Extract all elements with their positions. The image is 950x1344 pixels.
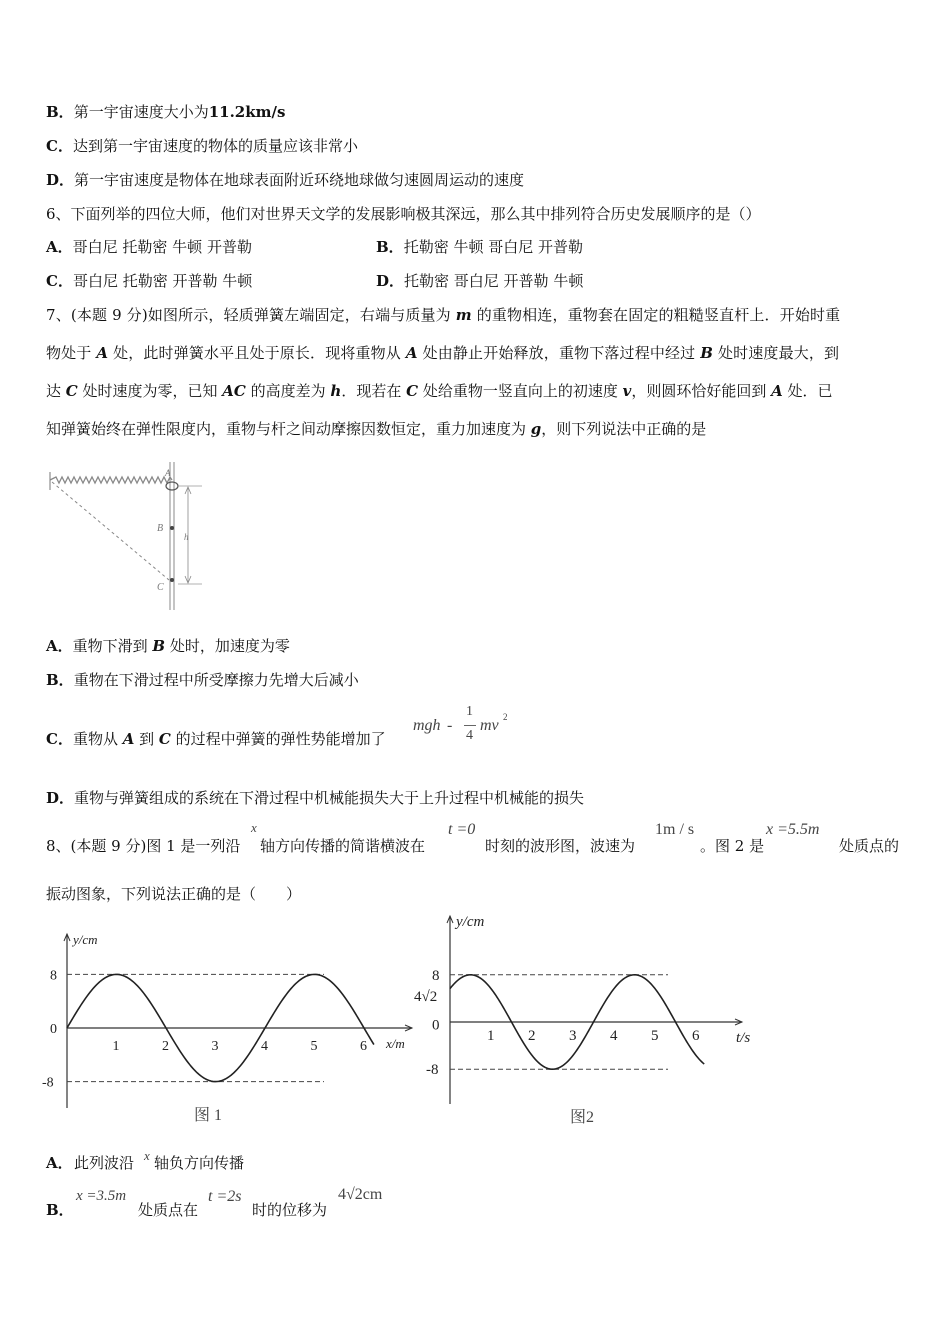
x-tick-label: 1: [487, 1028, 495, 1044]
formula-t0: t =0: [448, 821, 476, 838]
option-label: A．: [46, 238, 73, 256]
text: 的重物相连，重物套在固定的粗糙竖直杆上．开始时重: [471, 306, 841, 324]
q7-option-d: [46, 788, 584, 808]
var-b: B: [700, 344, 714, 362]
q7-option-a: [46, 636, 290, 656]
q6-option-d: [376, 271, 583, 291]
figure-title: 图 1: [194, 1107, 223, 1124]
y-tick-label: 8: [432, 967, 440, 984]
option-text: 哥白尼 托勒密 开普勒 牛顿: [72, 272, 253, 290]
text: 。图 2 是: [700, 837, 765, 855]
var-c: C: [406, 382, 419, 400]
q7-option-b: [46, 670, 359, 690]
q5-option-b: [46, 102, 285, 122]
x-tick-label: 5: [651, 1028, 659, 1044]
option-label: A．: [46, 1154, 73, 1172]
x-tick-label: 4: [610, 1028, 618, 1044]
option-text: 达到第一宇宙速度的物体的质量应该非常小: [72, 137, 358, 155]
option-label: D．: [376, 272, 405, 290]
var-a: A: [405, 344, 418, 362]
var-x: x: [251, 820, 257, 835]
option-label: C．: [46, 137, 73, 155]
q6-option-c: [46, 271, 252, 291]
option-label: B．: [376, 238, 404, 256]
option-label: D．: [46, 171, 75, 189]
text: 知弹簧始终在弹性限度内，重物与杆之间动摩擦因数恒定，重力加速度为: [46, 420, 531, 438]
q5-option-c: [46, 136, 358, 156]
x-axis-label: x/m: [386, 1036, 405, 1051]
option-label: D．: [46, 789, 75, 807]
option-text: 第一宇宙速度大小为: [73, 103, 209, 121]
figure-title: 图2: [570, 1109, 595, 1126]
q6-stem: 6、下面列举的四位大师，他们对世界天文学的发展影响极其深远，那么其中排列符合历史发展顺序的是（）: [46, 205, 761, 223]
y-tick-label: -8: [42, 1075, 54, 1091]
x-tick-label: 3: [211, 1039, 219, 1054]
q7-spring-figure: [44, 458, 214, 614]
x-tick-label: 6: [692, 1028, 700, 1044]
y-axis-label: y/cm: [456, 914, 485, 930]
q5-option-d: [46, 170, 524, 190]
formula-mv: mv: [480, 717, 499, 734]
q8-stem-line-2: 振动图象，下列说法正确的是（ ）: [46, 885, 302, 903]
option-text: 哥白尼 托勒密 牛顿 开普勒: [72, 238, 252, 256]
option-label: C．: [46, 272, 73, 290]
text: 到: [134, 730, 159, 748]
fraction-numerator: 1: [466, 704, 473, 719]
formula-mgh: mgh: [413, 717, 441, 734]
var-a: A: [122, 730, 135, 748]
label-c: C: [157, 582, 164, 593]
var-x: x: [144, 1148, 150, 1163]
var-v: v: [622, 382, 632, 400]
text: 处质点在: [138, 1201, 199, 1219]
text: 处，此时弹簧水平且处于原长．现将重物从: [108, 344, 406, 362]
q7-stem-line-3: [46, 381, 833, 401]
text: 处由静止开始释放，重物下落过程中经过: [417, 344, 701, 362]
text: 重物下滑到: [72, 637, 153, 655]
q7-option-c: [46, 729, 386, 749]
label-a: A: [165, 468, 171, 478]
text: 此列波沿: [74, 1154, 135, 1172]
var-a: A: [771, 382, 783, 400]
text: 的高度差为: [245, 382, 331, 400]
x-tick-label: 5: [310, 1039, 318, 1054]
text: 时刻的波形图，波速为: [485, 837, 636, 855]
wave-graph-figure-1: [38, 926, 420, 1130]
speed-value: 11.2km/s: [208, 103, 286, 121]
var-g: g: [530, 420, 542, 438]
option-text: 重物与弹簧组成的系统在下滑过程中机械能损失大于上升过程中机械能的损失: [74, 789, 585, 807]
text: ，则下列说法中正确的是: [541, 420, 707, 438]
q7-stem-line-1: [46, 305, 840, 325]
formula-x55: x =5.5m: [766, 821, 820, 838]
text: 处时速度为零，已知: [77, 382, 223, 400]
spring-dashed-line: [52, 482, 169, 580]
x-tick-label: 6: [360, 1039, 367, 1054]
var-ac: AC: [222, 382, 246, 400]
formula-exponent: 2: [503, 712, 508, 722]
option-text: 托勒密 牛顿 哥白尼 开普勒: [403, 238, 583, 256]
y-tick-label: -8: [426, 1062, 439, 1079]
text: 7、(本题 9 分)如图所示，轻质弹簧左端固定，右端与质量为: [46, 306, 456, 324]
var-b: B: [152, 637, 166, 655]
formula-displacement: 4√2cm: [338, 1186, 383, 1203]
label-h: h: [184, 532, 189, 542]
fraction-bar: [464, 725, 476, 726]
q6-option-b: [376, 237, 583, 257]
option-text: 重物在下滑过程中所受摩擦力先增大后减小: [73, 671, 359, 689]
point-c: [170, 578, 174, 582]
formula-x35: x =3.5m: [76, 1188, 127, 1204]
text: 处时速度最大，到: [713, 344, 840, 362]
option-label: C．: [46, 730, 73, 748]
point-b: [170, 526, 174, 530]
formula-minus: -: [447, 717, 453, 734]
text: 处时，加速度为零: [165, 637, 290, 655]
formula-t2: t =2s: [208, 1188, 242, 1205]
x-axis-label: t/s: [736, 1030, 751, 1046]
q8-option-a: [46, 1148, 346, 1174]
var-c: C: [65, 382, 78, 400]
text: 8、(本题 9 分)图 1 是一列沿: [46, 837, 241, 855]
option-label: A．: [46, 637, 73, 655]
text: 轴负方向传播: [154, 1154, 245, 1172]
text: 处．已: [782, 382, 833, 400]
var-c: C: [158, 730, 171, 748]
text: 时的位移为: [252, 1201, 328, 1219]
option-label: B．: [46, 103, 74, 121]
vibration-graph-figure-2: [410, 910, 770, 1130]
y-axis-label: y/cm: [73, 932, 98, 947]
var-a: A: [96, 344, 109, 362]
option-text: 托勒密 哥白尼 开普勒 牛顿: [404, 272, 584, 290]
var-h: h: [330, 382, 342, 400]
q7-stem-line-4: [46, 419, 706, 439]
text: 重物从: [72, 730, 123, 748]
text: 达: [46, 382, 66, 400]
text: 物处于: [46, 344, 97, 362]
var-m: m: [455, 306, 472, 324]
text: 处质点的: [839, 837, 900, 855]
spring: [50, 477, 172, 483]
x-tick-label: 2: [528, 1028, 536, 1044]
y-tick-label: 0: [432, 1017, 440, 1034]
option-label: B．: [46, 671, 74, 689]
x-tick-label: 2: [162, 1039, 169, 1054]
text: 处给重物一竖直向上的初速度: [418, 382, 623, 400]
q7-stem-line-2: [46, 343, 839, 363]
ring-a: [166, 482, 178, 490]
text: ，则圆环恰好能回到: [631, 382, 772, 400]
formula-speed: 1m / s: [655, 821, 695, 838]
q6-option-a: [46, 237, 252, 257]
label-b: B: [157, 523, 164, 534]
option-label: B．: [46, 1201, 74, 1219]
text: 的过程中弹簧的弹性势能增加了: [170, 730, 386, 748]
q8-option-b: [46, 1184, 446, 1224]
option-text: 第一宇宙速度是物体在地球表面附近环绕地球做匀速圆周运动的速度: [74, 171, 525, 189]
fraction-denominator: 4: [466, 728, 473, 743]
x-tick-label: 1: [112, 1039, 120, 1054]
q8-stem-line-1: [46, 818, 926, 858]
text: 轴方向传播的简谐横波在: [260, 837, 426, 855]
y-tick-label: 4√2: [414, 989, 438, 1006]
text: ．现若在: [341, 382, 407, 400]
x-tick-label: 3: [569, 1028, 577, 1044]
y-tick-label: 8: [50, 968, 57, 984]
x-tick-label: 4: [261, 1039, 268, 1054]
y-tick-label: 0: [50, 1022, 57, 1037]
